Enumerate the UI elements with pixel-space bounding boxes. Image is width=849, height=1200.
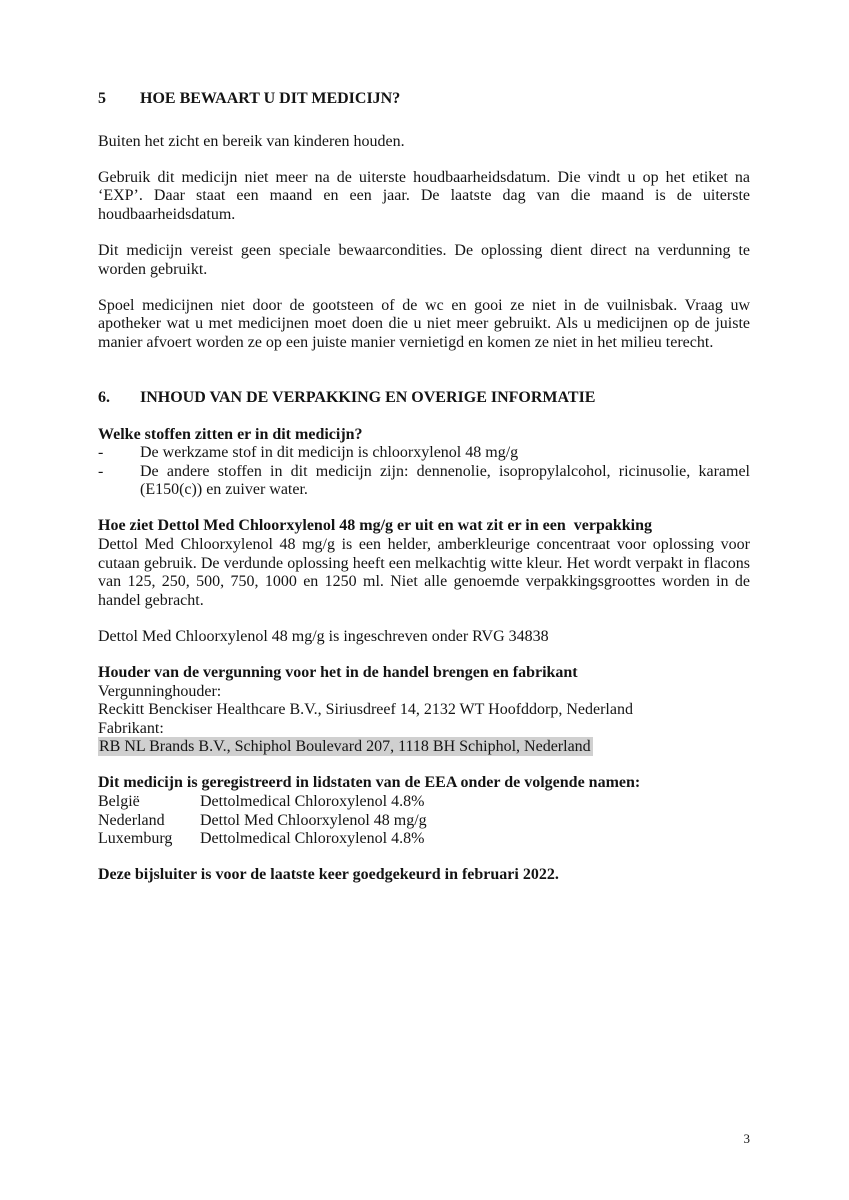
country-cell: Luxemburg xyxy=(98,830,173,848)
country-cell: België xyxy=(98,793,140,811)
manufacturer-label: Fabrikant: xyxy=(98,719,164,737)
license-subheading: Houder van de vergunning voor het in de handel brengen en fabrikant xyxy=(98,663,578,681)
section-5-title: HOE BEWAART U DIT MEDICIJN? xyxy=(140,90,401,107)
substances-subheading: Welke stoffen zitten er in dit medicijn? xyxy=(98,425,363,443)
registration-number-line: Dettol Med Chloorxylenol 48 mg/g is ingeschreven onder RVG 34838 xyxy=(98,627,549,645)
section-6-title: INHOUD VAN DE VERPAKKING EN OVERIGE INFORMATIE xyxy=(140,389,596,407)
manufacturer-highlight: RB NL Brands B.V., Schiphol Boulevard 207, 1118 BH Schiphol, Nederland xyxy=(99,738,591,756)
country-cell: Nederland xyxy=(98,811,165,829)
section-5-number: 5 xyxy=(98,90,106,107)
substances-list xyxy=(98,444,750,500)
substance-other: De andere stoffen in dit medicijn zijn: dennenolie, isopropylalcohol, ricinusolie, karamel (E150(c)) en zuiver water. xyxy=(140,462,750,499)
dash-bullet: - xyxy=(98,444,104,462)
appearance-paragraph: Dettol Med Chloorxylenol 48 mg/g is een helder, amberkleurige concentraat voor oplossing voor cutaan gebruik. De verdunde oplossing heeft een melkachtig witte kleur. Het wordt verpakt in flacons van 125, 250, 500, 750, 1000 en 1250 ml. Niet alle genoemde verpakkingsgroottes worden in de handel gebracht. xyxy=(98,536,750,609)
page-number: 3 xyxy=(743,1131,750,1146)
storage-paragraph-disposal: Spoel medicijnen niet door de gootsteen of de wc en gooi ze niet in de vuilnisbak. Vraag uw apotheker wat u met medicijnen moet doen die u niet meer gebruikt. Als u medicijnen op de juiste manier afvoert worden ze op een juiste manier vernietigd en komen ze niet in het milieu terecht. xyxy=(98,296,750,351)
storage-paragraph-expiry: Gebruik dit medicijn niet meer na de uiterste houdbaarheidsdatum. Die vindt u op het etiket na ‘EXP’. Daar staat een maand en een jaar. De laatste dag van die maand is de uiterste houdbaarheidsdatum. xyxy=(98,168,750,223)
eea-registrations-subheading: Dit medicijn is geregistreerd in lidstaten van de EEA onder de volgende namen: xyxy=(98,774,641,792)
license-holder-label: Vergunninghouder: xyxy=(98,682,222,700)
product-name-cell: Dettolmedical Chloroxylenol 4.8% xyxy=(200,793,425,811)
storage-paragraph-children: Buiten het zicht en bereik van kinderen houden. xyxy=(98,132,405,150)
product-name-cell: Dettol Med Chloorxylenol 48 mg/g xyxy=(200,811,427,829)
eea-registrations-table xyxy=(98,793,750,849)
section-6-heading xyxy=(98,389,750,408)
approval-date-line: Deze bijsluiter is voor de laatste keer goedgekeurd in februari 2022. xyxy=(98,866,559,884)
dash-bullet: - xyxy=(98,462,104,480)
table-row xyxy=(98,830,750,849)
table-row xyxy=(98,793,750,812)
license-block xyxy=(98,683,750,757)
section-5-heading xyxy=(98,90,750,109)
storage-paragraph-conditions: Dit medicijn vereist geen speciale bewaarcondities. De oplossing dient direct na verdunning te worden gebruikt. xyxy=(98,241,750,278)
license-holder-address: Reckitt Benckiser Healthcare B.V., Siriusdreef 14, 2132 WT Hoofddorp, Nederland xyxy=(98,701,633,719)
appearance-subheading: Hoe ziet Dettol Med Chloorxylenol 48 mg/g er uit en wat zit er in een verpakking xyxy=(98,517,652,535)
manufacturer-address-line xyxy=(98,738,750,757)
section-6-number: 6. xyxy=(98,389,110,407)
table-row xyxy=(98,812,750,831)
substance-active: De werkzame stof in dit medicijn is chloorxylenol 48 mg/g xyxy=(140,444,519,462)
list-item xyxy=(98,444,750,463)
page-content xyxy=(98,90,750,885)
list-item xyxy=(98,463,750,500)
product-name-cell: Dettolmedical Chloroxylenol 4.8% xyxy=(200,830,425,848)
